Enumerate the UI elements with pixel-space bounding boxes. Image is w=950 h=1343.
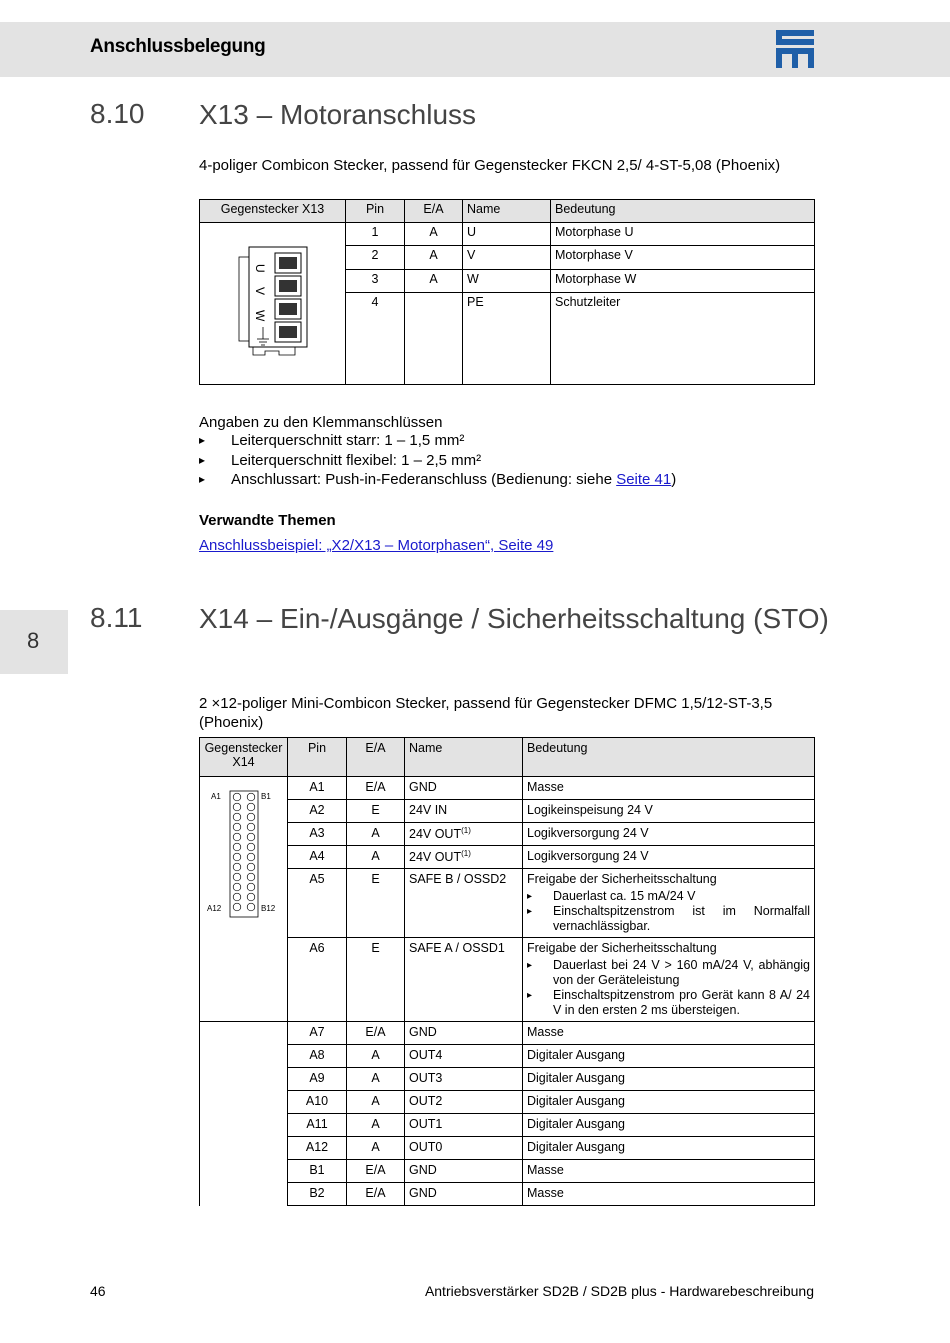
connector-hole xyxy=(233,843,241,851)
section-number: 8.11 xyxy=(90,602,143,633)
cell-name: OUT2 xyxy=(405,1091,523,1114)
cell-pin: B2 xyxy=(288,1183,347,1206)
list-item: ▸ Dauerlast bei 24 V > 160 mA/24 V, abhängig von der Geräteleistung xyxy=(527,958,810,988)
meaning-text: Freigabe der Sicherheitsschaltung xyxy=(527,941,717,955)
col-header: Pin xyxy=(288,738,347,777)
table-row xyxy=(200,846,815,869)
cell-meaning: Logikeinspeisung 24 V xyxy=(523,800,815,823)
page-number: 46 xyxy=(90,1283,106,1299)
ground-icon xyxy=(257,327,269,345)
x13-pin-table xyxy=(199,199,815,385)
name-text: 24V OUT xyxy=(409,827,462,842)
connector-hole xyxy=(247,883,255,891)
cell-ea: E/A xyxy=(347,1160,405,1183)
cell-ea: E/A xyxy=(347,777,405,800)
pin-label: W xyxy=(252,310,267,322)
cell-pin: A3 xyxy=(288,823,347,846)
cell-meaning: Masse xyxy=(523,1160,815,1183)
cell-name: 24V IN xyxy=(405,800,523,823)
section-number: 8.10 xyxy=(90,98,145,129)
list-item: ▸ Leiterquerschnitt starr: 1 – 1,5 mm² xyxy=(199,431,676,451)
cell-meaning: Motorphase V xyxy=(551,246,815,269)
cell-pin: 4 xyxy=(346,292,405,384)
cell-meaning: Digitaler Ausgang xyxy=(523,1091,815,1114)
connector-cell xyxy=(200,777,288,1022)
table-row xyxy=(200,1045,815,1068)
cell-meaning: Masse xyxy=(523,1183,815,1206)
cell-name: GND xyxy=(405,1022,523,1045)
table-row xyxy=(200,1091,815,1114)
connector-hole xyxy=(247,823,255,831)
cell-pin: A5 xyxy=(288,869,347,938)
cell-name: OUT4 xyxy=(405,1045,523,1068)
section-intro: 2 ×12-poliger Mini-Combicon Stecker, passend für Gegenstecker DFMC 1,5/12-ST-3,5 (Phoenix) xyxy=(199,695,773,731)
related-topic-link[interactable]: Anschlussbeispiel: „X2/X13 – Motorphasen“, Seite 49 xyxy=(199,537,554,554)
cell-pin: A1 xyxy=(288,777,347,800)
footnote-ref: (1) xyxy=(461,849,471,858)
pin-label: A1 xyxy=(210,792,221,801)
cell-meaning: Logikversorgung 24 V xyxy=(523,846,815,869)
connector-cell xyxy=(200,223,346,385)
specs-title: Angaben zu den Klemmanschlüssen xyxy=(199,414,443,431)
connector-hole xyxy=(247,833,255,841)
cell-ea: E xyxy=(347,800,405,823)
connector-hole xyxy=(233,883,241,891)
col-header: Name xyxy=(463,200,551,223)
cell-name: OUT3 xyxy=(405,1068,523,1091)
cell-pin: A2 xyxy=(288,800,347,823)
cell-ea: A xyxy=(347,823,405,846)
connector-cell-empty xyxy=(200,1022,288,1206)
cell-ea xyxy=(405,292,463,384)
table-row xyxy=(200,1137,815,1160)
col-header: E/A xyxy=(405,200,463,223)
x14-connector-drawing xyxy=(207,789,281,919)
connector-hole xyxy=(247,813,255,821)
cell-name: GND xyxy=(405,1183,523,1206)
cell-ea: A xyxy=(405,269,463,292)
section-title: X13 – Motoranschluss xyxy=(199,99,477,130)
footer-title: Antriebsverstärker SD2B / SD2B plus - Hardwarebeschreibung xyxy=(424,1283,814,1299)
cell-name: PE xyxy=(463,292,551,384)
connector-hole xyxy=(247,793,255,801)
cell-pin: A12 xyxy=(288,1137,347,1160)
table-row xyxy=(200,869,815,938)
connector-hole xyxy=(233,903,241,911)
pin-label: B1 xyxy=(260,792,271,801)
spec-text: Anschlussart: Push-in-Federanschluss (Bedienung: siehe xyxy=(231,471,617,488)
meaning-text: Freigabe der Sicherheitsschaltung xyxy=(527,872,717,886)
cell-ea: A xyxy=(347,1137,405,1160)
col-header: Gegenstecker X13 xyxy=(200,200,346,223)
connector-hole xyxy=(233,793,241,801)
cell-meaning xyxy=(523,938,815,1022)
connector-hole xyxy=(233,803,241,811)
table-row xyxy=(200,823,815,846)
table-header-row xyxy=(200,200,815,223)
list-item: ▸ Dauerlast ca. 15 mA/24 V xyxy=(527,889,810,904)
cell-pin: A11 xyxy=(288,1114,347,1137)
table-row xyxy=(200,1114,815,1137)
cell-meaning: Masse xyxy=(523,777,815,800)
pin-label: V xyxy=(252,287,267,296)
cell-meaning xyxy=(523,869,815,938)
cell-ea: A xyxy=(347,1068,405,1091)
cell-pin: A9 xyxy=(288,1068,347,1091)
chapter-tab xyxy=(0,610,68,674)
table-row xyxy=(200,1068,815,1091)
section-title: X14 – Ein-/Ausgänge / Sicherheitsschaltung (STO) xyxy=(199,603,829,634)
cell-name: SAFE A / OSSD1 xyxy=(405,938,523,1022)
connector-hole xyxy=(247,853,255,861)
pin-label: A12 xyxy=(206,904,221,913)
note-list xyxy=(527,958,810,1018)
cell-ea: A xyxy=(347,1045,405,1068)
cell-pin: A4 xyxy=(288,846,347,869)
specs-list xyxy=(199,431,676,490)
list-item: ▸ Einschaltspitzenstrom pro Gerät kann 8 A/ 24 V in den ersten 2 ms übersteigen. xyxy=(527,988,810,1018)
table-row xyxy=(200,1183,815,1206)
header-title: Anschlussbelegung xyxy=(90,36,266,57)
cell-name xyxy=(405,823,523,846)
pin-label: B12 xyxy=(260,904,275,913)
cell-ea: A xyxy=(405,223,463,246)
cell-meaning: Digitaler Ausgang xyxy=(523,1137,815,1160)
table-header-row xyxy=(200,738,815,777)
cell-name xyxy=(405,846,523,869)
cell-name: U xyxy=(463,223,551,246)
col-header: E/A xyxy=(347,738,405,777)
cell-meaning: Masse xyxy=(523,1022,815,1045)
col-header: Bedeutung xyxy=(551,200,815,223)
cell-meaning: Digitaler Ausgang xyxy=(523,1114,815,1137)
list-item: ▸ Leiterquerschnitt flexibel: 1 – 2,5 mm² xyxy=(199,451,676,471)
cell-pin: A7 xyxy=(288,1022,347,1045)
chapter-number: 8 xyxy=(27,628,40,653)
list-item xyxy=(199,470,676,490)
connector-hole xyxy=(247,803,255,811)
connector-hole xyxy=(233,813,241,821)
connector-hole xyxy=(247,903,255,911)
cell-name: W xyxy=(463,269,551,292)
cell-meaning: Motorphase U xyxy=(551,223,815,246)
company-logo-icon xyxy=(776,30,814,68)
related-topics-heading: Verwandte Themen xyxy=(199,512,336,529)
connector-hole xyxy=(233,823,241,831)
connector-hole xyxy=(233,863,241,871)
note-list xyxy=(527,889,810,934)
connector-hole xyxy=(247,893,255,901)
section-intro: 4-poliger Combicon Stecker, passend für Gegenstecker FKCN 2,5/ 4-ST-5,08 (Phoenix) xyxy=(199,157,781,174)
table-row xyxy=(200,777,815,800)
cell-pin: 1 xyxy=(346,223,405,246)
page-header xyxy=(0,22,950,77)
cell-meaning: Motorphase W xyxy=(551,269,815,292)
cell-pin: A6 xyxy=(288,938,347,1022)
table-row xyxy=(200,938,815,1022)
cell-pin: 2 xyxy=(346,246,405,269)
connector-hole xyxy=(247,873,255,881)
cell-ea: A xyxy=(347,846,405,869)
cell-name: SAFE B / OSSD2 xyxy=(405,869,523,938)
cell-ea: E/A xyxy=(347,1022,405,1045)
table-row xyxy=(200,1160,815,1183)
cell-name: V xyxy=(463,246,551,269)
col-header: Gegenstecker X14 xyxy=(200,738,288,777)
col-header: Pin xyxy=(346,200,405,223)
page-link[interactable]: Seite 41 xyxy=(616,471,672,488)
cell-ea: A xyxy=(347,1114,405,1137)
cell-meaning: Schutzleiter xyxy=(551,292,815,384)
cell-pin: B1 xyxy=(288,1160,347,1183)
cell-ea: E xyxy=(347,938,405,1022)
cell-name: OUT0 xyxy=(405,1137,523,1160)
cell-ea: A xyxy=(405,246,463,269)
cell-ea: A xyxy=(347,1091,405,1114)
name-text: 24V OUT xyxy=(409,850,462,865)
col-header: Name xyxy=(405,738,523,777)
x14-pin-table xyxy=(199,737,815,1206)
footnote-ref: (1) xyxy=(461,826,471,835)
cell-name: OUT1 xyxy=(405,1114,523,1137)
cell-ea: E xyxy=(347,869,405,938)
cell-pin: A10 xyxy=(288,1091,347,1114)
cell-meaning: Digitaler Ausgang xyxy=(523,1068,815,1091)
list-item: ▸ Einschaltspitzenstrom ist im Normalfall vernachlässigbar. xyxy=(527,904,810,934)
cell-pin: 3 xyxy=(346,269,405,292)
connector-hole xyxy=(233,833,241,841)
table-row xyxy=(200,800,815,823)
connector-hole xyxy=(233,893,241,901)
connector-hole xyxy=(247,843,255,851)
connector-hole xyxy=(233,853,241,861)
cell-meaning: Digitaler Ausgang xyxy=(523,1045,815,1068)
table-row xyxy=(200,1022,815,1045)
col-header: Bedeutung xyxy=(523,738,815,777)
connector-hole xyxy=(247,863,255,871)
cell-pin: A8 xyxy=(288,1045,347,1068)
x13-connector-drawing xyxy=(235,243,311,361)
pin-label: U xyxy=(252,264,267,273)
cell-name: GND xyxy=(405,1160,523,1183)
connector-hole xyxy=(233,873,241,881)
cell-name: GND xyxy=(405,777,523,800)
table-row xyxy=(200,223,815,246)
spec-text: ) xyxy=(671,471,677,488)
cell-meaning: Logikversorgung 24 V xyxy=(523,823,815,846)
cell-ea: E/A xyxy=(347,1183,405,1206)
